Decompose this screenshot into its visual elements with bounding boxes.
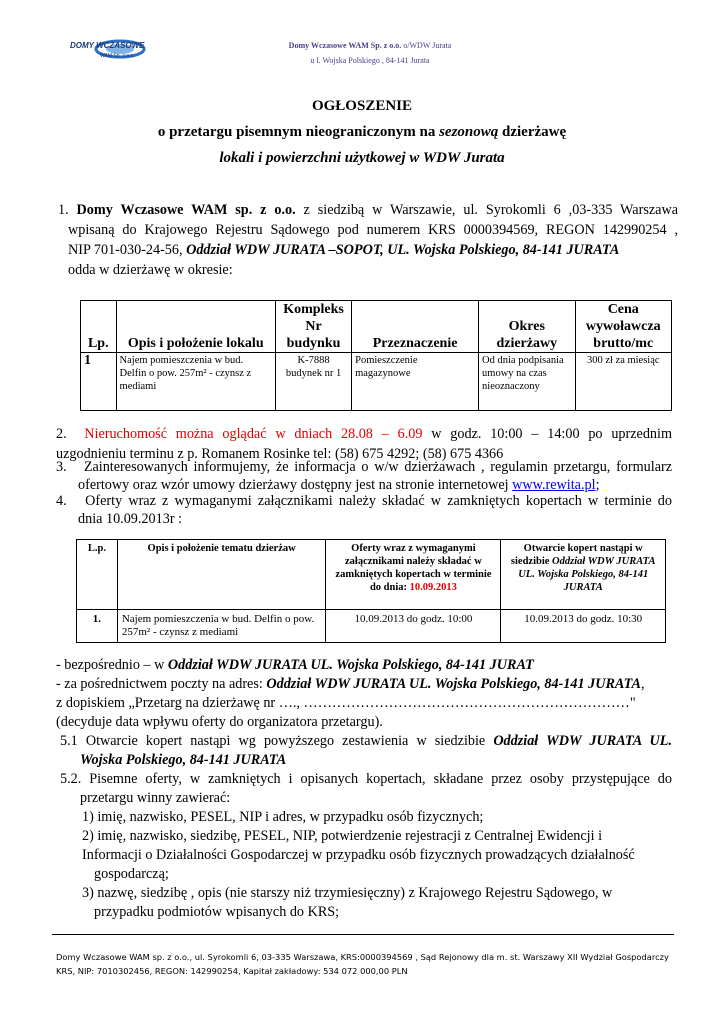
section-text: z siedzibą w Warszawie, ul. Syrokomli 6 ,03-335 Warszawa <box>295 202 678 218</box>
delivery-text: - bezpośrednio – w <box>56 657 168 673</box>
footer <box>56 950 676 978</box>
deadline-date: 10.09.2013 <box>409 582 457 593</box>
offers-table <box>76 539 666 643</box>
header-address <box>250 38 490 68</box>
section-text: wpisaną do Krajowego Rejestru Sądowego pod numerem KRS 0000394569, REGON 142990254 , <box>68 222 678 238</box>
table-cell: 1 <box>81 353 117 411</box>
branch-name: Oddział WDW JURATA UL. <box>493 733 672 749</box>
section-text: uzgodnieniu terminu z p. Romanem Rosinke tel: (58) 675 4292; (58) 675 4366 <box>56 446 504 462</box>
delivery-text: - za pośrednictwem poczty na adres: <box>56 676 267 692</box>
list-item: przypadku podmiotów wpisanych do KRS; <box>94 904 340 920</box>
list-item: 2) imię, nazwisko, siedzibę, PESEL, NIP, potwierdzenie rejestracji z Centralnej Ewidencji i <box>82 828 603 844</box>
section-5-1 <box>60 732 672 770</box>
section-text: dnia 10.09.2013r : <box>78 511 183 527</box>
section-number: 4. <box>56 493 67 509</box>
table-header-row <box>81 301 672 353</box>
column-header: Opis i położenie tematu dzierżaw <box>117 540 326 610</box>
header-text: Otwarcie kopert nastąpi w siedzibie <box>510 543 643 567</box>
column-header: Okres dzierżawy <box>479 301 575 353</box>
header-company: Domy Wczasowe WAM Sp. z o.o. <box>288 41 402 50</box>
delivery-address: Oddział WDW JURATA UL. Wojska Polskiego, 84-141 JURAT <box>167 657 534 673</box>
delivery-text: z dopiskiem „Przetarg na dzierżawę nr …., ……………………………………………………………" <box>56 695 636 711</box>
table-cell: 10.09.2013 do godz. 10:30 <box>501 610 666 643</box>
list-item: 1) imię, nazwisko, PESEL, NIP i adres, w przypadku osób fizycznych; <box>82 809 484 825</box>
section-number: 1. <box>58 202 69 218</box>
footer-line: KRS, NIP: 7010302456, REGON: 142990254, Kapitał zakładowy: 534 072 000,00 PLN <box>56 966 408 976</box>
table-row <box>81 353 672 411</box>
company-logo <box>62 36 172 64</box>
page-title: OGŁOSZENIE <box>311 98 413 114</box>
header-street: u l. Wojska Polskiego , 84-141 Jurata <box>310 56 430 65</box>
title-line3: lokali i powierzchni użytkowej w WDW Jurata <box>219 150 505 166</box>
table-cell: 10.09.2013 do godz. 10:00 <box>326 610 501 643</box>
section-text: w godz. 10:00 – 14:00 po uprzednim <box>422 426 672 442</box>
list-item: 3) nazwę, siedzibę , opis (nie starszy niż trzymiesięczny) z Krajowego Rejestru Sądowego, w <box>82 885 613 901</box>
subtitle-emphasis: sezonową <box>439 124 499 140</box>
section-text: 5.2. Pisemne oferty, w zamkniętych i opisanych kopertach, składane przez osoby przystępujące do <box>60 771 672 787</box>
branch-name: Wojska Polskiego, 84-141 JURATA <box>80 752 287 768</box>
company-name: Domy Wczasowe WAM sp. z o.o. <box>76 202 296 218</box>
section-4 <box>56 492 672 528</box>
lease-table <box>80 300 672 411</box>
footer-divider <box>52 934 674 935</box>
delivery-address: Oddział WDW JURATA UL. Wojska Polskiego, 84-141 JURATA <box>266 676 641 692</box>
website-link[interactable]: www.rewita.pl <box>512 477 596 493</box>
column-header: L.p. <box>77 540 118 610</box>
table-cell: 1. <box>77 610 118 643</box>
section-3 <box>56 458 672 494</box>
title-subtitle <box>0 124 724 141</box>
delivery-text: (decyduje data wpływu oferty do organizatora przetargu). <box>56 714 383 730</box>
table-cell: K-7888 budynek nr 1 <box>275 353 351 411</box>
table-cell: Najem pomieszczenia w bud. Delfin o pow. 257m² - czynsz z mediami <box>117 610 326 643</box>
logo-subtext: WAM Sp. z o.o. <box>100 53 135 59</box>
table-cell: Najem pomieszczenia w bud. Delfin o pow. 257m² - czynsz z mediami <box>116 353 275 411</box>
section-5-2 <box>60 770 672 922</box>
section-text: 5.1 Otwarcie kopert nastąpi wg powyższego zestawienia w siedzibie <box>60 733 494 749</box>
section-1 <box>58 200 678 280</box>
table-header-row <box>77 540 666 610</box>
table-cell: 300 zł za miesiąc <box>575 353 672 411</box>
column-header <box>501 540 666 610</box>
section-number: 3. <box>56 459 67 475</box>
delivery-methods <box>56 656 676 732</box>
delivery-text: , <box>640 676 645 692</box>
column-header: Kompleks Nr budynku <box>275 301 351 353</box>
footer-line: Domy Wczasowe WAM sp. z o.o., ul. Syrokomli 6, 03-335 Warszawa, KRS:0000394569 , Sąd Rejonowy dla m. st. Warszawy XII Wydział Gospodarczy <box>56 952 669 962</box>
section-text: odda w dzierżawę w okresie: <box>68 262 233 278</box>
section-text: NIP 701-030-24-56, <box>68 242 187 258</box>
column-header: Lp. <box>81 301 117 353</box>
table-cell: Od dnia podpisania umowy na czas nieoznaczony <box>479 353 575 411</box>
column-header: Przeznaczenie <box>352 301 479 353</box>
subtitle-part: dzierżawę <box>498 124 567 140</box>
section-text: przetargu winny zawierać: <box>80 790 231 806</box>
header-text: Oferty wraz z wymaganymi załącznikami należy składać w zamkniętych kopertach w terminie do dnia: <box>335 543 492 593</box>
list-item: gospodarczą; <box>94 866 169 882</box>
table-cell: Pomieszczenie magazynowe <box>352 353 479 411</box>
column-header: Opis i położenie lokalu <box>116 301 275 353</box>
header-branch: o/WDW Jurata <box>403 41 452 50</box>
table-row <box>77 610 666 643</box>
viewing-dates: Nieruchomość można oglądać w dniach 28.08 – 6.09 <box>84 426 423 442</box>
section-text: Oferty wraz z wymaganymi załącznikami należy składać w zamkniętych kopertach w terminie do <box>85 493 672 509</box>
section-text: ; <box>595 477 600 493</box>
column-header <box>326 540 501 610</box>
subtitle-part: o przetargu pisemnym nieograniczonym na <box>157 124 440 140</box>
branch-name: Oddział WDW JURATA –SOPOT, UL. Wojska Polskiego, 84-141 JURATA <box>186 242 620 258</box>
section-number: 2. <box>56 426 67 442</box>
section-text: Zainteresowanych informujemy, że informacja o w/w dzierżawach , regulamin przetargu, formularz <box>83 459 673 475</box>
section-text: ofertowy oraz wzór umowy dzierżawy dostępny jest na stronie internetowej <box>78 477 513 493</box>
list-item: Informacji o Działalności Gospodarczej w przypadku osób fizycznych prowadzących działalność <box>82 847 635 863</box>
logo-text: DOMY WCZASOWE <box>70 41 145 50</box>
column-header: Cena wywoławcza brutto/mc <box>575 301 672 353</box>
header-text-italic: Oddział WDW JURATA UL. Wojska Polskiego, 84-141 JURATA <box>518 556 656 593</box>
